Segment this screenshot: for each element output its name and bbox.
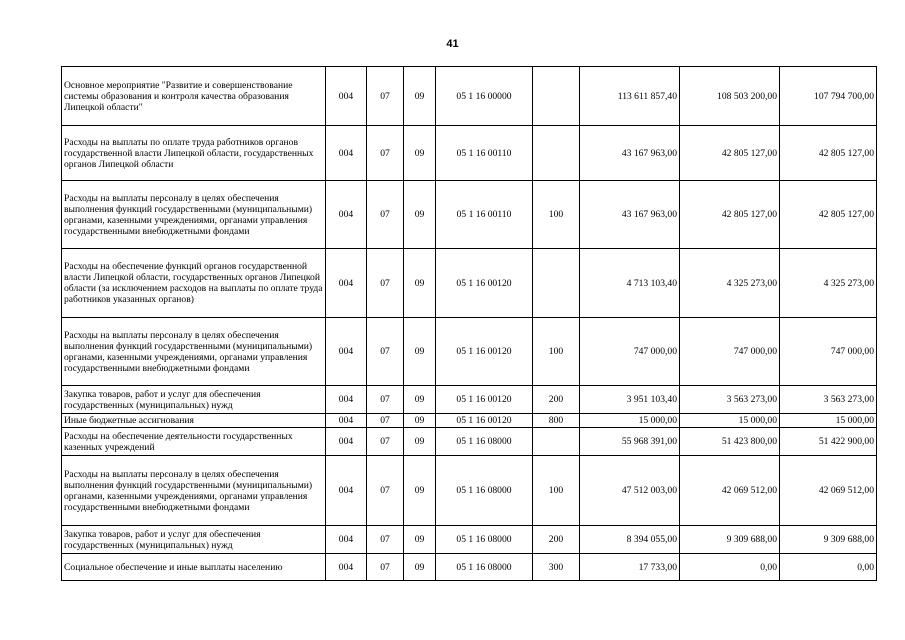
ministry-code: 004	[326, 554, 367, 581]
amount-year-1: 8 394 055,00	[580, 526, 680, 554]
table-row	[62, 126, 877, 181]
ministry-code: 004	[326, 249, 367, 318]
expense-type: 800	[533, 414, 580, 428]
row-name: Расходы на выплаты по оплате труда работников органов государственной власти Липецкой области, государственных органов Липецкой области	[62, 126, 326, 181]
subsection-code: 09	[404, 386, 436, 414]
expense-type: 200	[533, 526, 580, 554]
subsection-code: 09	[404, 428, 436, 456]
ministry-code: 004	[326, 126, 367, 181]
expense-type: 100	[533, 318, 580, 386]
amount-year-3: 3 563 273,00	[780, 386, 877, 414]
section-code: 07	[367, 126, 404, 181]
amount-year-1: 3 951 103,40	[580, 386, 680, 414]
table-row	[62, 428, 877, 456]
page-number: 41	[446, 38, 459, 50]
ministry-code: 004	[326, 414, 367, 428]
expense-type	[533, 428, 580, 456]
target-article: 05 1 16 00110	[436, 126, 533, 181]
subsection-code: 09	[404, 318, 436, 386]
expense-type	[533, 67, 580, 126]
expense-type: 200	[533, 386, 580, 414]
table-row	[62, 318, 877, 386]
target-article: 05 1 16 00120	[436, 249, 533, 318]
amount-year-3: 747 000,00	[780, 318, 877, 386]
target-article: 05 1 16 00000	[436, 67, 533, 126]
row-name: Расходы на выплаты персоналу в целях обеспечения выполнения функций государственными (муниципальными) органами, казенными учреждениями, органами управления государственными внебюджетными фондами	[62, 181, 326, 249]
subsection-code: 09	[404, 249, 436, 318]
row-name: Закупка товаров, работ и услуг для обеспечения государственных (муниципальных) нужд	[62, 386, 326, 414]
amount-year-2: 15 000,00	[680, 414, 780, 428]
amount-year-3: 15 000,00	[780, 414, 877, 428]
amount-year-3: 0,00	[780, 554, 877, 581]
table-row	[62, 414, 877, 428]
amount-year-3: 107 794 700,00	[780, 67, 877, 126]
ministry-code: 004	[326, 526, 367, 554]
amount-year-3: 4 325 273,00	[780, 249, 877, 318]
ministry-code: 004	[326, 318, 367, 386]
section-code: 07	[367, 249, 404, 318]
target-article: 05 1 16 08000	[436, 456, 533, 526]
subsection-code: 09	[404, 126, 436, 181]
amount-year-3: 42 805 127,00	[780, 181, 877, 249]
section-code: 07	[367, 67, 404, 126]
expense-type: 300	[533, 554, 580, 581]
amount-year-1: 113 611 857,40	[580, 67, 680, 126]
row-name: Расходы на обеспечение деятельности государственных казенных учреждений	[62, 428, 326, 456]
amount-year-2: 51 423 800,00	[680, 428, 780, 456]
row-name: Расходы на обеспечение функций органов государственной власти Липецкой области, государственных органов Липецкой области (за исключением расходов на выплаты по оплате труда работников указанных органов)	[62, 249, 326, 318]
subsection-code: 09	[404, 181, 436, 249]
amount-year-2: 42 069 512,00	[680, 456, 780, 526]
amount-year-1: 43 167 963,00	[580, 126, 680, 181]
row-name: Иные бюджетные ассигнования	[62, 414, 326, 428]
amount-year-1: 55 968 391,00	[580, 428, 680, 456]
amount-year-1: 747 000,00	[580, 318, 680, 386]
target-article: 05 1 16 00110	[436, 181, 533, 249]
ministry-code: 004	[326, 67, 367, 126]
row-name: Социальное обеспечение и иные выплаты населению	[62, 554, 326, 581]
target-article: 05 1 16 00120	[436, 386, 533, 414]
expense-type: 100	[533, 456, 580, 526]
target-article: 05 1 16 08000	[436, 428, 533, 456]
table-row	[62, 456, 877, 526]
target-article: 05 1 16 00120	[436, 414, 533, 428]
ministry-code: 004	[326, 386, 367, 414]
section-code: 07	[367, 318, 404, 386]
table-row	[62, 386, 877, 414]
expense-type	[533, 249, 580, 318]
table-row	[62, 526, 877, 554]
amount-year-1: 4 713 103,40	[580, 249, 680, 318]
amount-year-2: 42 805 127,00	[680, 181, 780, 249]
section-code: 07	[367, 526, 404, 554]
table-row	[62, 181, 877, 249]
table-row	[62, 249, 877, 318]
subsection-code: 09	[404, 414, 436, 428]
table-row	[62, 67, 877, 126]
expense-type	[533, 126, 580, 181]
amount-year-3: 9 309 688,00	[780, 526, 877, 554]
row-name: Основное мероприятие "Развитие и совершенствование системы образования и контроля качества образования Липецкой области"	[62, 67, 326, 126]
row-name: Расходы на выплаты персоналу в целях обеспечения выполнения функций государственными (муниципальными) органами, казенными учреждениями, органами управления государственными внебюджетными фондами	[62, 456, 326, 526]
budget-table	[61, 66, 877, 581]
amount-year-1: 17 733,00	[580, 554, 680, 581]
row-name: Закупка товаров, работ и услуг для обеспечения государственных (муниципальных) нужд	[62, 526, 326, 554]
target-article: 05 1 16 08000	[436, 526, 533, 554]
amount-year-1: 47 512 003,00	[580, 456, 680, 526]
ministry-code: 004	[326, 428, 367, 456]
section-code: 07	[367, 386, 404, 414]
amount-year-2: 0,00	[680, 554, 780, 581]
target-article: 05 1 16 00120	[436, 318, 533, 386]
subsection-code: 09	[404, 526, 436, 554]
expense-type: 100	[533, 181, 580, 249]
subsection-code: 09	[404, 554, 436, 581]
table-row	[62, 554, 877, 581]
amount-year-1: 43 167 963,00	[580, 181, 680, 249]
section-code: 07	[367, 554, 404, 581]
ministry-code: 004	[326, 181, 367, 249]
section-code: 07	[367, 456, 404, 526]
amount-year-3: 42 805 127,00	[780, 126, 877, 181]
target-article: 05 1 16 08000	[436, 554, 533, 581]
amount-year-3: 51 422 900,00	[780, 428, 877, 456]
table-body	[62, 67, 877, 581]
subsection-code: 09	[404, 456, 436, 526]
section-code: 07	[367, 181, 404, 249]
amount-year-1: 15 000,00	[580, 414, 680, 428]
amount-year-2: 3 563 273,00	[680, 386, 780, 414]
amount-year-2: 108 503 200,00	[680, 67, 780, 126]
subsection-code: 09	[404, 67, 436, 126]
amount-year-3: 42 069 512,00	[780, 456, 877, 526]
amount-year-2: 4 325 273,00	[680, 249, 780, 318]
row-name: Расходы на выплаты персоналу в целях обеспечения выполнения функций государственными (муниципальными) органами, казенными учреждениями, органами управления государственными внебюджетными фондами	[62, 318, 326, 386]
section-code: 07	[367, 414, 404, 428]
amount-year-2: 42 805 127,00	[680, 126, 780, 181]
section-code: 07	[367, 428, 404, 456]
amount-year-2: 9 309 688,00	[680, 526, 780, 554]
ministry-code: 004	[326, 456, 367, 526]
amount-year-2: 747 000,00	[680, 318, 780, 386]
